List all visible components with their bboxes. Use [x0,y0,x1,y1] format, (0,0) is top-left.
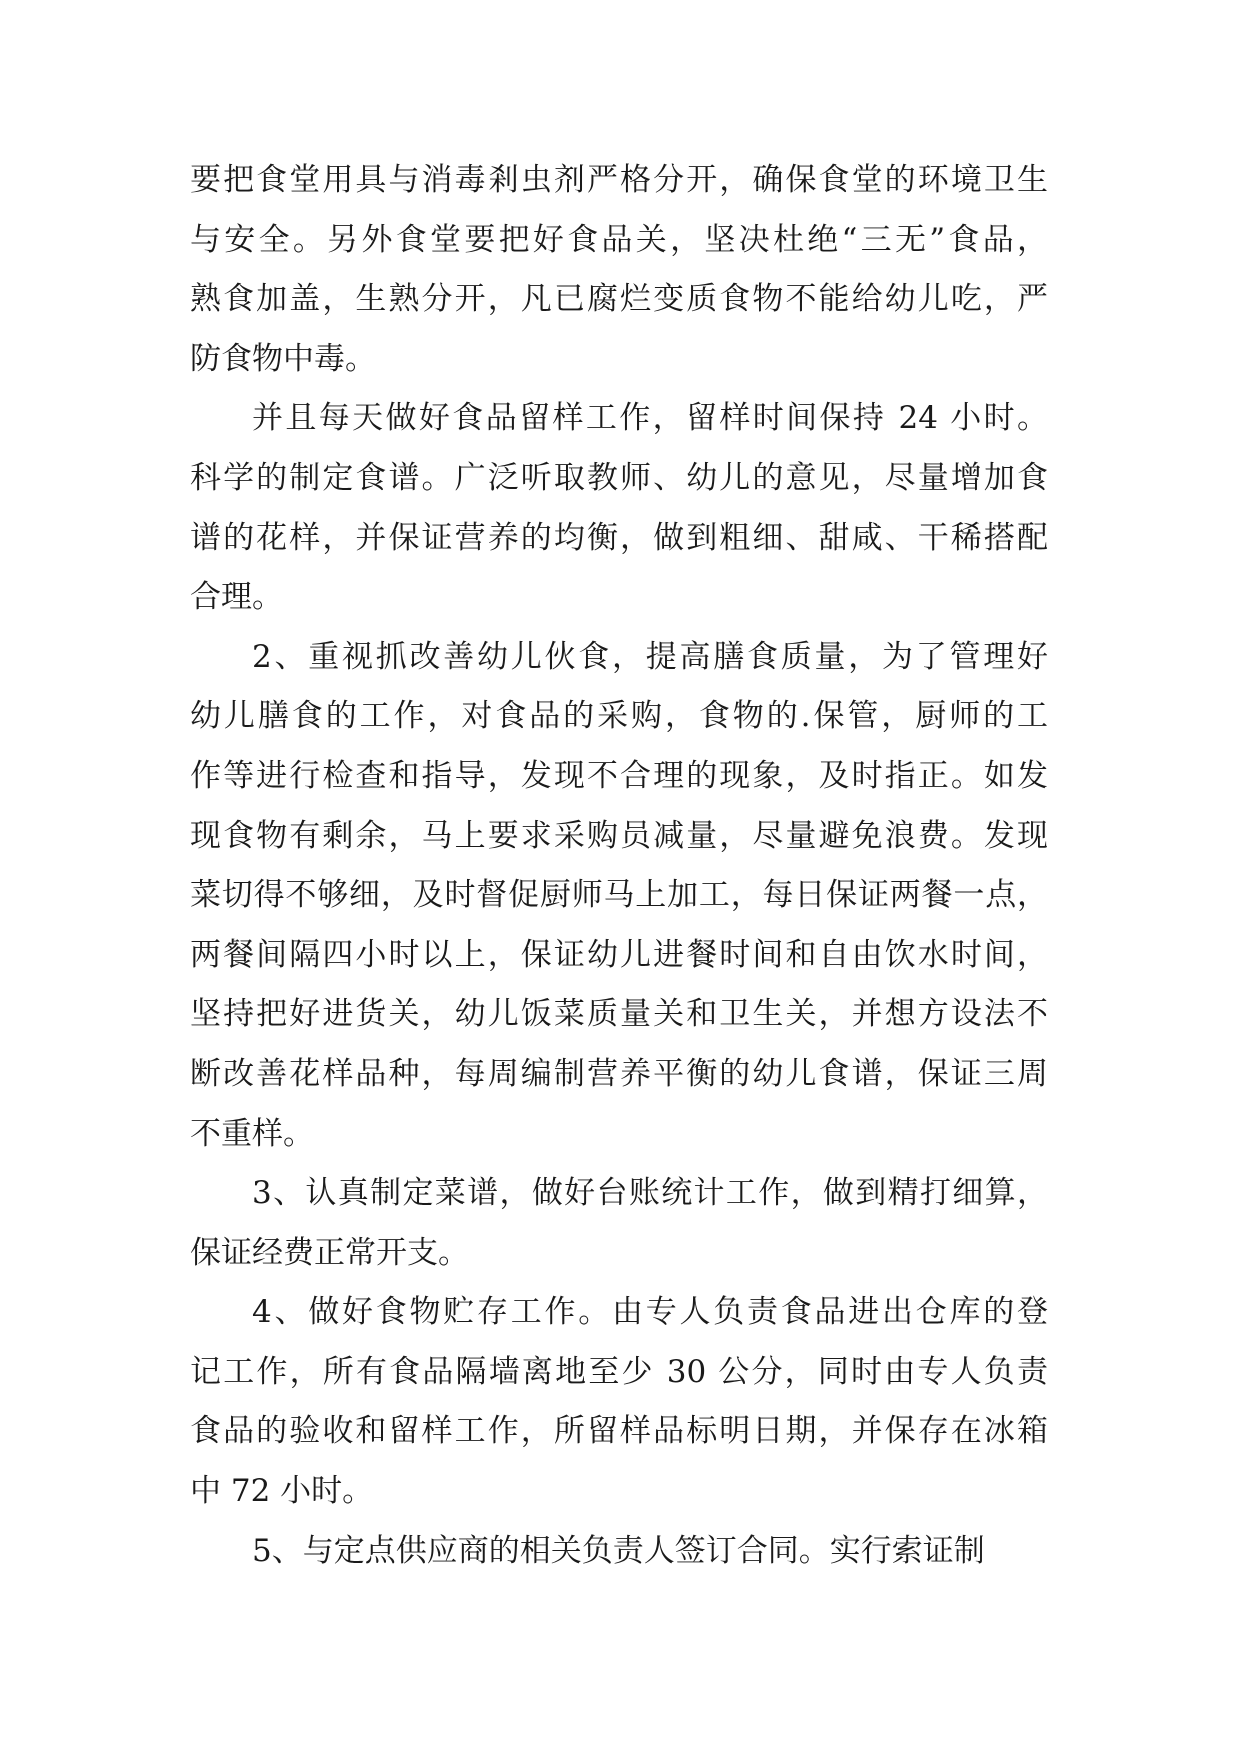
paragraph-line: 合理。 [190,579,283,616]
paragraph [190,1522,1048,1582]
paragraph-line: 两餐间隔四小时以上，保证幼儿进餐时间和自由饮水时间， [190,936,1048,973]
paragraph-line: 科学的制定食谱。广泛听取教师、幼儿的意见，尽量增加食 [190,459,1048,496]
paragraph-line: 熟食加盖，生熟分开，凡已腐烂变质食物不能给幼儿吃，严 [190,281,1048,318]
paragraph-line: 食品的验收和留样工作，所留样品标明日期，并保存在冰箱 [190,1413,1048,1450]
paragraph-line: 2、重视抓改善幼儿伙食，提高膳食质量，为了管理好 [252,638,1048,675]
paragraph-line: 菜切得不够细，及时督促厨师马上加工，每日保证两餐一点， [190,877,1048,914]
paragraph-line: 断改善花样品种，每周编制营养平衡的幼儿食谱，保证三周 [190,1055,1048,1092]
paragraph-line: 5、与定点供应商的相关负责人签订合同。实行索证制 [252,1532,985,1569]
paragraph [190,1283,1048,1521]
paragraph-line: 要把食堂用具与消毒剎虫剂严格分开，确保食堂的环境卫生 [190,162,1048,198]
paragraph [190,1164,1048,1283]
paragraph-line: 现食物有剩余，马上要求采购员减量，尽量避免浪费。发现 [190,817,1048,854]
document-body [190,151,1048,1581]
paragraph-line: 谱的花样，并保证营养的均衡，做到粗细、甜咸、干稀搭配 [190,519,1048,556]
paragraph-line: 3、认真制定菜谱，做好台账统计工作，做到精打细算， [252,1175,1048,1212]
paragraph-line: 不重样。 [190,1115,314,1152]
paragraph [190,628,1048,1164]
paragraph-line: 记工作，所有食品隔墙离地至少 30 公分，同时由专人负责 [190,1353,1048,1390]
paragraph-line: 作等进行检查和指导，发现不合理的现象，及时指正。如发 [190,757,1048,794]
paragraph [190,389,1048,627]
paragraph-line: 中 72 小时。 [190,1473,374,1510]
paragraph-line: 保证经费正常开支。 [190,1234,469,1271]
paragraph-line: 幼儿膳食的工作，对食品的采购，食物的.保管，厨师的工 [190,698,1048,735]
paragraph-line: 4、做好食物贮存工作。由专人负责食品进出仓库的登 [252,1294,1048,1331]
paragraph [190,151,1048,389]
paragraph-line: 与安全。另外食堂要把好食品关，坚决杜绝“三无”食品， [190,221,1048,258]
paragraph-line: 坚持把好进货关，幼儿饭菜质量关和卫生关，并想方设法不 [190,996,1048,1033]
paragraph-line: 并且每天做好食品留样工作，留样时间保持 24 小时。 [252,400,1048,437]
paragraph-line: 防食物中毒。 [190,340,376,377]
